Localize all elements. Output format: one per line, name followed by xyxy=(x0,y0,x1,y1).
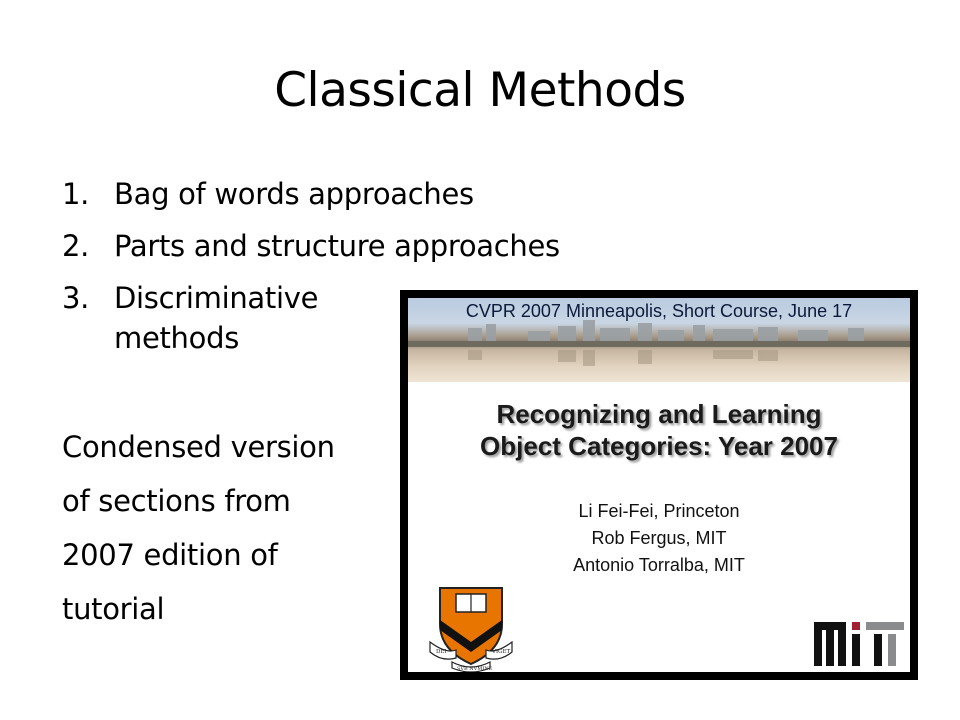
mit-logo-icon xyxy=(814,622,906,666)
seal-text-bottom: SVB NVMINE xyxy=(457,666,493,672)
tutorial-cover-image xyxy=(400,290,918,680)
cover-slide xyxy=(408,298,910,672)
list-number: 3. xyxy=(62,281,90,315)
author-list xyxy=(408,498,910,579)
list-number: 2. xyxy=(62,229,90,263)
list-item xyxy=(62,168,560,220)
slide-title: Classical Methods xyxy=(274,63,686,118)
author: Li Fei-Fei, Princeton xyxy=(578,501,740,521)
paragraph-line: Condensed version xyxy=(62,430,335,464)
course-title-line: Recognizing and Learning xyxy=(496,399,822,429)
paragraph-line: of sections from xyxy=(62,484,291,518)
summary-paragraph xyxy=(62,420,392,636)
author: Rob Fergus, MIT xyxy=(591,528,727,548)
course-title-line: Object Categories: Year 2007 xyxy=(480,431,838,461)
princeton-shield-icon xyxy=(426,580,516,672)
list-item xyxy=(62,220,560,272)
author: Antonio Torralba, MIT xyxy=(573,555,745,575)
list-item xyxy=(62,272,414,358)
course-banner: CVPR 2007 Minneapolis, Short Course, June 17 xyxy=(465,301,853,321)
list-text: Parts and structure approaches xyxy=(114,229,560,263)
list-text: Bag of words approaches xyxy=(114,177,474,211)
list-text: Discriminative methods xyxy=(114,281,319,355)
seal-text-left: DEI xyxy=(436,649,447,655)
paragraph-line: 2007 edition of xyxy=(62,538,278,572)
skyline-photo xyxy=(408,298,910,382)
list-number: 1. xyxy=(62,177,90,211)
seal-text-right: VIGET xyxy=(492,649,511,655)
paragraph-line: tutorial xyxy=(62,592,165,626)
course-title xyxy=(408,398,910,462)
